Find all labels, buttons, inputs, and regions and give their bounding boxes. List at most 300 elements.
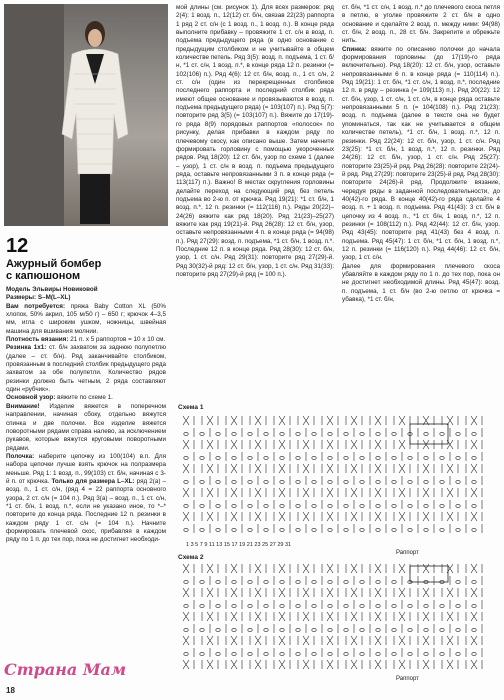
chart-symbol (264, 505, 268, 508)
scheme-2-rapport: Раппорт (396, 676, 419, 682)
chart-symbol (327, 512, 333, 521)
main-text: вяжите по схеме 1. (57, 394, 113, 402)
chart-symbol (375, 416, 381, 425)
page-number: 18 (6, 686, 15, 695)
col3-tail: Далее для формирования плечевого скоса убавляйте в каждом ряду по 1 п. до тех пор, пока он не достигнет необходимой длины. Ряд 45(47): возд. п. подъема, 1 ст. б/н (во 2-ю петлю от крючка = убавка), *1 ст. б/н, (342, 262, 500, 304)
chart-symbol (360, 653, 364, 656)
chart-symbol (216, 433, 220, 436)
chart-symbol (424, 481, 428, 484)
chart-symbol (471, 440, 477, 449)
chart-symbol (423, 564, 429, 573)
chart-symbol (303, 416, 309, 425)
chart-symbol (376, 457, 380, 460)
chart-symbol (423, 488, 429, 497)
chart-symbol (200, 481, 204, 484)
chart-symbol (472, 505, 476, 508)
chart-symbol (264, 629, 268, 632)
chart-symbol (255, 660, 261, 669)
chart-symbol (296, 529, 300, 532)
chart-symbol (399, 612, 405, 621)
sizes-label: Размеры: (6, 294, 37, 302)
chart-symbol (376, 653, 380, 656)
chart-symbol (231, 588, 237, 597)
main-label: Основной узор: (6, 394, 56, 402)
chart-symbol (184, 433, 188, 436)
chart-symbol (376, 605, 380, 608)
chart-symbol (184, 505, 188, 508)
chart-symbol (344, 653, 348, 656)
chart-symbol (471, 564, 477, 573)
chart-symbol (296, 605, 300, 608)
chart-symbol (216, 529, 220, 532)
chart-symbol (279, 564, 285, 573)
chart-symbol (184, 605, 188, 608)
chart-symbol (184, 529, 188, 532)
chart-symbol (471, 612, 477, 621)
chart-symbol (303, 636, 309, 645)
chart-symbol (328, 481, 332, 484)
chart-symbol (303, 564, 309, 573)
chart-symbol (456, 457, 460, 460)
chart-symbol (303, 660, 309, 669)
materials-text: пряжа Baby Cotton XL (50% хлопок, 50% акрил, 105 м/50 г) – 650 г; крючок 4–3,5 мм, игла с широким ушком, ножницы, швейная машина для вшивания молнии. (6, 302, 167, 335)
chart-symbol (296, 433, 300, 436)
chart-symbol (424, 505, 428, 508)
chart-symbol (312, 581, 316, 584)
chart-symbol (351, 588, 357, 597)
chart-symbol (231, 512, 237, 521)
chart-symbol (424, 433, 428, 436)
chart-symbol (447, 464, 453, 473)
chart-symbol (327, 464, 333, 473)
chart-symbol (408, 629, 412, 632)
chart-symbol (296, 629, 300, 632)
chart-symbol (264, 581, 268, 584)
chart-symbol (472, 433, 476, 436)
chart-symbol (279, 464, 285, 473)
chart-symbol (216, 481, 220, 484)
chart-symbol (423, 512, 429, 521)
chart-symbol (264, 433, 268, 436)
chart-symbol (264, 481, 268, 484)
chart-symbol (360, 629, 364, 632)
chart-symbol (255, 636, 261, 645)
chart-symbol (447, 488, 453, 497)
chart-symbol (399, 416, 405, 425)
chart-symbol (184, 629, 188, 632)
chart-symbol (280, 605, 284, 608)
chart-symbol (351, 636, 357, 645)
chart-symbol (408, 457, 412, 460)
chart-symbol (248, 581, 252, 584)
back (342, 46, 500, 263)
chart-symbol (207, 416, 213, 425)
chart-symbol (456, 433, 460, 436)
chart-symbol (232, 653, 236, 656)
chart-symbol (183, 440, 189, 449)
chart-symbol (399, 488, 405, 497)
chart-symbol (447, 636, 453, 645)
chart-symbol (207, 464, 213, 473)
chart-symbol (207, 612, 213, 621)
chart-symbol (184, 653, 188, 656)
sizes (6, 294, 166, 302)
chart-symbol (200, 653, 204, 656)
chart-symbol (351, 512, 357, 521)
chart-symbol (296, 505, 300, 508)
chart-symbol (344, 481, 348, 484)
chart-symbol (408, 653, 412, 656)
chart-symbol (423, 612, 429, 621)
left-front (6, 453, 166, 545)
chart-symbol (232, 605, 236, 608)
chart-symbol (296, 457, 300, 460)
chart-symbol (424, 529, 428, 532)
chart-symbol (440, 481, 444, 484)
chart-symbol (456, 581, 460, 584)
chart-symbol (207, 660, 213, 669)
chart-symbol (447, 612, 453, 621)
chart-symbol (280, 433, 284, 436)
chart-symbol (408, 505, 412, 508)
chart-symbol (279, 440, 285, 449)
chart-symbol (392, 605, 396, 608)
chart-symbol (440, 605, 444, 608)
chart-symbol (327, 588, 333, 597)
chart-symbol (207, 636, 213, 645)
rib (6, 344, 166, 394)
chart-symbol (392, 629, 396, 632)
chart-symbol (375, 440, 381, 449)
left-label: Полочка: (6, 452, 35, 460)
chart-symbol (424, 653, 428, 656)
chart-symbol (183, 588, 189, 597)
chart-symbol (207, 588, 213, 597)
chart-symbol (327, 660, 333, 669)
chart-symbol (280, 581, 284, 584)
column-2 (176, 4, 334, 392)
chart-symbol (360, 505, 364, 508)
chart-symbol (360, 481, 364, 484)
chart-symbol (303, 588, 309, 597)
chart-symbol (207, 440, 213, 449)
materials-label: Вам потребуется: (6, 302, 66, 310)
chart-symbol (216, 505, 220, 508)
chart-symbol (184, 457, 188, 460)
chart-symbol (231, 440, 237, 449)
chart-symbol (392, 653, 396, 656)
chart-symbol (216, 629, 220, 632)
chart-symbol (327, 488, 333, 497)
chart-symbol (360, 581, 364, 584)
chart-symbol (248, 629, 252, 632)
chart-symbol (375, 464, 381, 473)
chart-symbol (375, 636, 381, 645)
chart-symbol (399, 440, 405, 449)
title-line-1: Ажурный бомбер (6, 258, 102, 270)
chart-symbol (360, 433, 364, 436)
chart-symbol (248, 605, 252, 608)
chart-symbol (216, 581, 220, 584)
chart-symbol (399, 512, 405, 521)
chart-symbol (183, 564, 189, 573)
chart-symbol (360, 457, 364, 460)
chart-symbol (231, 636, 237, 645)
chart-symbol (232, 505, 236, 508)
chart-symbol (183, 636, 189, 645)
chart-symbol (183, 660, 189, 669)
chart-symbol (375, 612, 381, 621)
chart-symbol (423, 440, 429, 449)
chart-symbol (351, 464, 357, 473)
chart-symbol (376, 629, 380, 632)
chart-symbol (344, 629, 348, 632)
chart-symbol (312, 629, 316, 632)
chart-symbol (399, 464, 405, 473)
chart-symbol (303, 512, 309, 521)
attention-text: Изделие вяжется в поперечном направлении, начиная сбоку, отдельно вяжутся спинка и две полочки. Все изделие вяжется поворотными рядами справа налево, за исключением рукавов, которые вяжутся круговыми поворотными рядами. (6, 402, 166, 452)
chart-symbol (264, 653, 268, 656)
chart-symbol (392, 481, 396, 484)
chart-symbol (456, 605, 460, 608)
chart-symbol (248, 505, 252, 508)
back-text: вяжите по описанию полочки до начала формирования горловины (до 17(19)-го ряда включительно). Ряд 18(20): 12 ст. б/н, узор, оставьте непровязанными 6 п. в конце ряда (= 110(114) п.). Ряд 19(21): 1 ст. б/н, *1 ст. с/н, 1 возд. п.*, последние 12 п. в ряду – резинка (= 109(113) п.). Ряд 20(22): 12 ст. б/н, узор, 1 ст. с/н, 1 ст. с/н, в конце ряда оставьте непровязанными 5 п. (= 104(108) п.). Ряд 21(23): возд. п. подъема (далее в тексте она не будет упоминаться, так как не учитывается в общем количестве петель), *1 ст. б/н, 1 возд. п.*, 12 п. резинки. Ряд 22(24): 12 ст. б/н, узор, 1 ст. с/н. Ряд 23(25): *1 ст. б/н, 1 возд. п.*, 12 п. резинки. Ряд 24(26): 12 ст. б/н, узор, 1 ст. с/н. Ряд 25(27): повторите 23(25)-й ряд. Ряд 26(28): повторите 22(24)-й ряд. Ряд 27(29): повторите 23(25)-й ряд. Ряд 28(30): повторите 24(26)-й ряд. Продолжите вязание, чередуя ряды в заданной последовательности, до 40(42)-го ряда. В конце 40(42)-го ряда сделайте 4 возд. п. + 1 возд. п. подъема. Ряд 41(43): 3 ст. б/н в цепочку из 4 возд. п., *1 ст. б/н, 1 возд. п.*, 12 п. резинки (= 108(112) п.). Ряд 42(44): 12 ст. б/н, узор. Ряд 43(45): повторите ряд 41(43) без 4 возд. п. подъема. Ряд 45(47): 1 ст. б/н, *1 ст. б/н, 1 возд. п.*, 12 п. резинки (= 116(120) п.). Ряд 44(46): 12 ст. б/н, узор, 1 ст. с/н. (342, 45, 500, 262)
chart-symbol (280, 481, 284, 484)
chart-symbol (375, 660, 381, 669)
chart-symbol (472, 629, 476, 632)
chart-symbol (399, 636, 405, 645)
article-title (6, 258, 166, 282)
chart-symbol (375, 488, 381, 497)
chart-symbol (424, 629, 428, 632)
left-text: наберите цепочку из 100(104) в.п. Для набора цепочки лучше взять крючок на полразмера меньше. Ряд 1: 1 возд. п., 99(103) ст. б/н, начиная с 3-й п. от крючка. (6, 452, 166, 485)
chart-symbol (231, 416, 237, 425)
chart-symbol (216, 457, 220, 460)
chart-symbol (312, 457, 316, 460)
left-text-cont: ряд 2(а) – возд. п., 1 ст. с/н, (ряд 4 = 22 раппорта основного узора, 2 ст. с/н (= 104 п.). Ряд 3(а) – возд. п., 1 ст. с/н, *1 ст. б/н, 1 возд. п.*, если не указано иное, то *–* повторите до конца ряда. Последние 12 п. резинки в каждом ряду 1 ст. с/н (= 104 п.). Начните формировать плечевой скос, прибавляя в каждом ряду по 1 п. до тех пор, пока не достигнет необходи- (6, 477, 167, 544)
chart-symbol (447, 660, 453, 669)
chart-symbol (408, 481, 412, 484)
chart-symbol (423, 464, 429, 473)
chart-symbol (232, 457, 236, 460)
chart-symbol (471, 636, 477, 645)
scheme-2-label: Схема 2 (178, 554, 204, 561)
chart-symbol (255, 488, 261, 497)
author: Модель Эльвиры Новиковой (6, 286, 98, 293)
chart-symbol (327, 564, 333, 573)
chart-symbol (279, 588, 285, 597)
chart-symbol (408, 529, 412, 532)
chart-symbol (392, 433, 396, 436)
chart-symbol (200, 581, 204, 584)
chart-symbol (200, 433, 204, 436)
chart-symbol (207, 512, 213, 521)
chart-symbol (440, 629, 444, 632)
chart-symbol (279, 660, 285, 669)
attention-label: Внимание! (6, 402, 40, 410)
chart-symbol (423, 636, 429, 645)
sizes-value: S–M(L–XL) (37, 294, 71, 302)
scheme-1-diagram (178, 412, 496, 540)
chart-symbol (312, 653, 316, 656)
chart-symbol (216, 605, 220, 608)
chart-symbol (351, 416, 357, 425)
chart-symbol (327, 440, 333, 449)
chart-symbol (399, 588, 405, 597)
chart-symbol (200, 605, 204, 608)
chart-symbol (183, 512, 189, 521)
chart-symbol (248, 481, 252, 484)
site-logo: Страна Мам (4, 660, 127, 679)
chart-symbol (231, 488, 237, 497)
chart-symbol (328, 529, 332, 532)
article-number: 12 (6, 235, 29, 257)
chart-symbol (303, 612, 309, 621)
chart-symbol (423, 588, 429, 597)
chart-symbol (184, 581, 188, 584)
model-figure (52, 14, 138, 226)
chart-symbol (207, 564, 213, 573)
chart-symbol (200, 505, 204, 508)
scheme-1-rapport: Раппорт (396, 550, 419, 556)
chart-symbol (280, 505, 284, 508)
chart-symbol (255, 588, 261, 597)
chart-symbol (440, 505, 444, 508)
back-label: Спинка: (342, 45, 367, 53)
chart-symbol (327, 636, 333, 645)
chart-symbol (183, 612, 189, 621)
chart-symbol (248, 457, 252, 460)
chart-symbol (456, 653, 460, 656)
chart-symbol (279, 636, 285, 645)
chart-symbol (184, 481, 188, 484)
chart-symbol (280, 529, 284, 532)
chart-symbol (279, 488, 285, 497)
scheme-2-diagram (178, 562, 496, 674)
chart-symbol (312, 605, 316, 608)
chart-symbol (328, 653, 332, 656)
materials (6, 303, 166, 336)
chart-symbol (375, 588, 381, 597)
title-line-2: с капюшоном (6, 270, 81, 282)
chart-symbol (472, 581, 476, 584)
chart-symbol (232, 581, 236, 584)
rib-text: ст. б/н захватом за заднюю полупетлю (далее – ст. б/н). Ряд заканчивайте столбиком, провязанным в последний столбик предыдущего ряда захватом за обе полупетли. Количество рядов резинки должно быть четным, 2 ряда составляют один «рубчик». (6, 344, 166, 394)
chart-symbol (351, 440, 357, 449)
chart-symbol (375, 564, 381, 573)
chart-symbol (471, 660, 477, 669)
chart-symbol (351, 660, 357, 669)
chart-symbol (312, 529, 316, 532)
chart-symbol (376, 433, 380, 436)
chart-symbol (232, 481, 236, 484)
chart-symbol (231, 564, 237, 573)
chart-symbol (392, 581, 396, 584)
chart-symbol (200, 629, 204, 632)
column-3 (342, 4, 500, 392)
chart-symbol (472, 457, 476, 460)
chart-symbol (231, 612, 237, 621)
chart-symbol (392, 457, 396, 460)
density-text: 21 п. х 5 раппортов = 10 х 10 см. (70, 336, 166, 344)
chart-symbol (344, 505, 348, 508)
chart-symbol (376, 581, 380, 584)
chart-symbol (312, 481, 316, 484)
chart-symbol (408, 605, 412, 608)
chart-symbol (231, 464, 237, 473)
chart-symbol (280, 629, 284, 632)
chart-symbol (255, 512, 261, 521)
chart-symbol (360, 605, 364, 608)
chart-symbol (472, 605, 476, 608)
chart-symbol (296, 653, 300, 656)
chart-symbol (296, 481, 300, 484)
chart-symbol (327, 416, 333, 425)
chart-symbol (360, 529, 364, 532)
chart-symbol (440, 457, 444, 460)
chart-symbol (312, 433, 316, 436)
chart-symbol (328, 605, 332, 608)
chart-symbol (200, 529, 204, 532)
chart-symbol (344, 581, 348, 584)
chart-symbol (440, 433, 444, 436)
density-label: Плотность вязания: (6, 336, 69, 344)
scheme-1-ticks: 1 3 5 7 9 11 13 15 17 19 21 23 25 27 29 31 (186, 542, 292, 548)
chart-symbol (424, 457, 428, 460)
chart-symbol (472, 481, 476, 484)
chart-symbol (447, 588, 453, 597)
chart-symbol (351, 488, 357, 497)
chart-symbol (447, 512, 453, 521)
chart-symbol (423, 660, 429, 669)
chart-symbol (344, 529, 348, 532)
left-text-bold: Только для размера L–XL: (51, 477, 135, 485)
chart-symbol (296, 581, 300, 584)
chart-symbol (183, 464, 189, 473)
main-pattern (6, 394, 166, 402)
chart-symbol (440, 653, 444, 656)
chart-symbol (472, 529, 476, 532)
chart-symbol (255, 564, 261, 573)
chart-symbol (279, 612, 285, 621)
chart-symbol (231, 660, 237, 669)
chart-symbol (264, 457, 268, 460)
chart-symbol (328, 581, 332, 584)
chart-symbol (376, 529, 380, 532)
chart-symbol (183, 416, 189, 425)
chart-symbol (456, 529, 460, 532)
chart-symbol (327, 612, 333, 621)
chart-symbol (399, 564, 405, 573)
column-1 (6, 236, 166, 545)
chart-symbol (248, 433, 252, 436)
chart-symbol (312, 505, 316, 508)
chart-symbol (200, 457, 204, 460)
chart-symbol (471, 512, 477, 521)
chart-symbol (471, 588, 477, 597)
chart-symbol (232, 629, 236, 632)
chart-symbol (248, 529, 252, 532)
chart-symbol (328, 505, 332, 508)
chart-symbol (392, 529, 396, 532)
chart-symbol (471, 416, 477, 425)
chart-symbol (328, 629, 332, 632)
chart-symbol (232, 529, 236, 532)
col2-text: мой длины (см. рисунок 1). Для всех размеров: ряд 2(4): 1 возд. п., 12(12) ст. б/н, связав 22(23) раппорта 1 ряд 2 ст. с/н (с 1 возд. п., 1 возд. п.). В конце ряда выполните прибавку – провяжите 1 ст. с/н в возд. п. подъема предыдущего ряда (в одно основание с предыдущим столбиком и не учитывайте в общем количестве петель. Ряд 3(5): возд. п. подъема, 1 ст. б/н, *1 ст. с/н, 1 возд. п.*, в конце ряда 12 п. резинки (= 102(106) п.). Ряд 4(6): 12 ст. б/н, возд. п., 1 ст. с/н, 2 ст. с/н (один из перекрещенных столбиков последнего раппорта и последний столбик ряда имеют общее основание и провязываются в возд. п. подъема предыдущего ряда) (= 103(107) п.). Ряд 5(7): повторите ряд 3(5) (= 103(107) п.). Вяжите до 17(19)-го ряда 8(9) порядовых раппортов «полосок» по рисунку, делая прибавки в каждом ряду по плечевому скосу, как описано выше. Затем начните формировать горловину с помощью укороченных рядов. Ряд 18(20): 12 ст. б/н, узор по схеме 1 (далее – узор), 1 ст. с/н в возд. п. подъема предыдущего ряда, оставьте непровязанными 3 п. в конце ряда (= 113(117) п.). Важно! В местах скругления горловины делайте переход на следующий ряд без петель подъема во 2-ю п. от крючка. Ряд 19(21): *1 ст. б/н, 1 возд. п.*, 12 п. резинки (= 112(116) п.). Ряды 20(22)–24(26) вяжите как ряд 18(20). Ряд 21(23)–25(27) вяжите как ряд 19(21)-й. Ряд 26(28): 12 ст. б/н, узор, оставьте непровязанными 4 п. в конце ряда (= 94(98) п.). Ряд 27(29): возд. п. подъема, *1 ст. б/н, 1 возд. п.*. Последние 12 п. в конце ряда. Ряд 28(30): 12 ст. б/н, узор, 1 ст. с/н. Ряд 29(31): повторите ряд 27(29)-й. Ряд 30(32)-й ряд: 12 ст. б/н, узор, 1 ст. с/н. Ряд 31(33): повторите ряд 27(29)-й ряд (= 100 п.). (176, 4, 334, 278)
chart-symbol (351, 612, 357, 621)
col3-text: ст. б/н, *1 ст. с/н, 1 возд. п.* до плечевого скоса петля в петлю, в уголке провяжите 2 ст. б/н в одно основание и сделайте 2 возд. п. между ними: 94(98) ст. б/н, 2 возд. п., 28 ст. б/н. Закрепите и обрежьте нить. (342, 4, 500, 45)
chart-symbol (376, 505, 380, 508)
